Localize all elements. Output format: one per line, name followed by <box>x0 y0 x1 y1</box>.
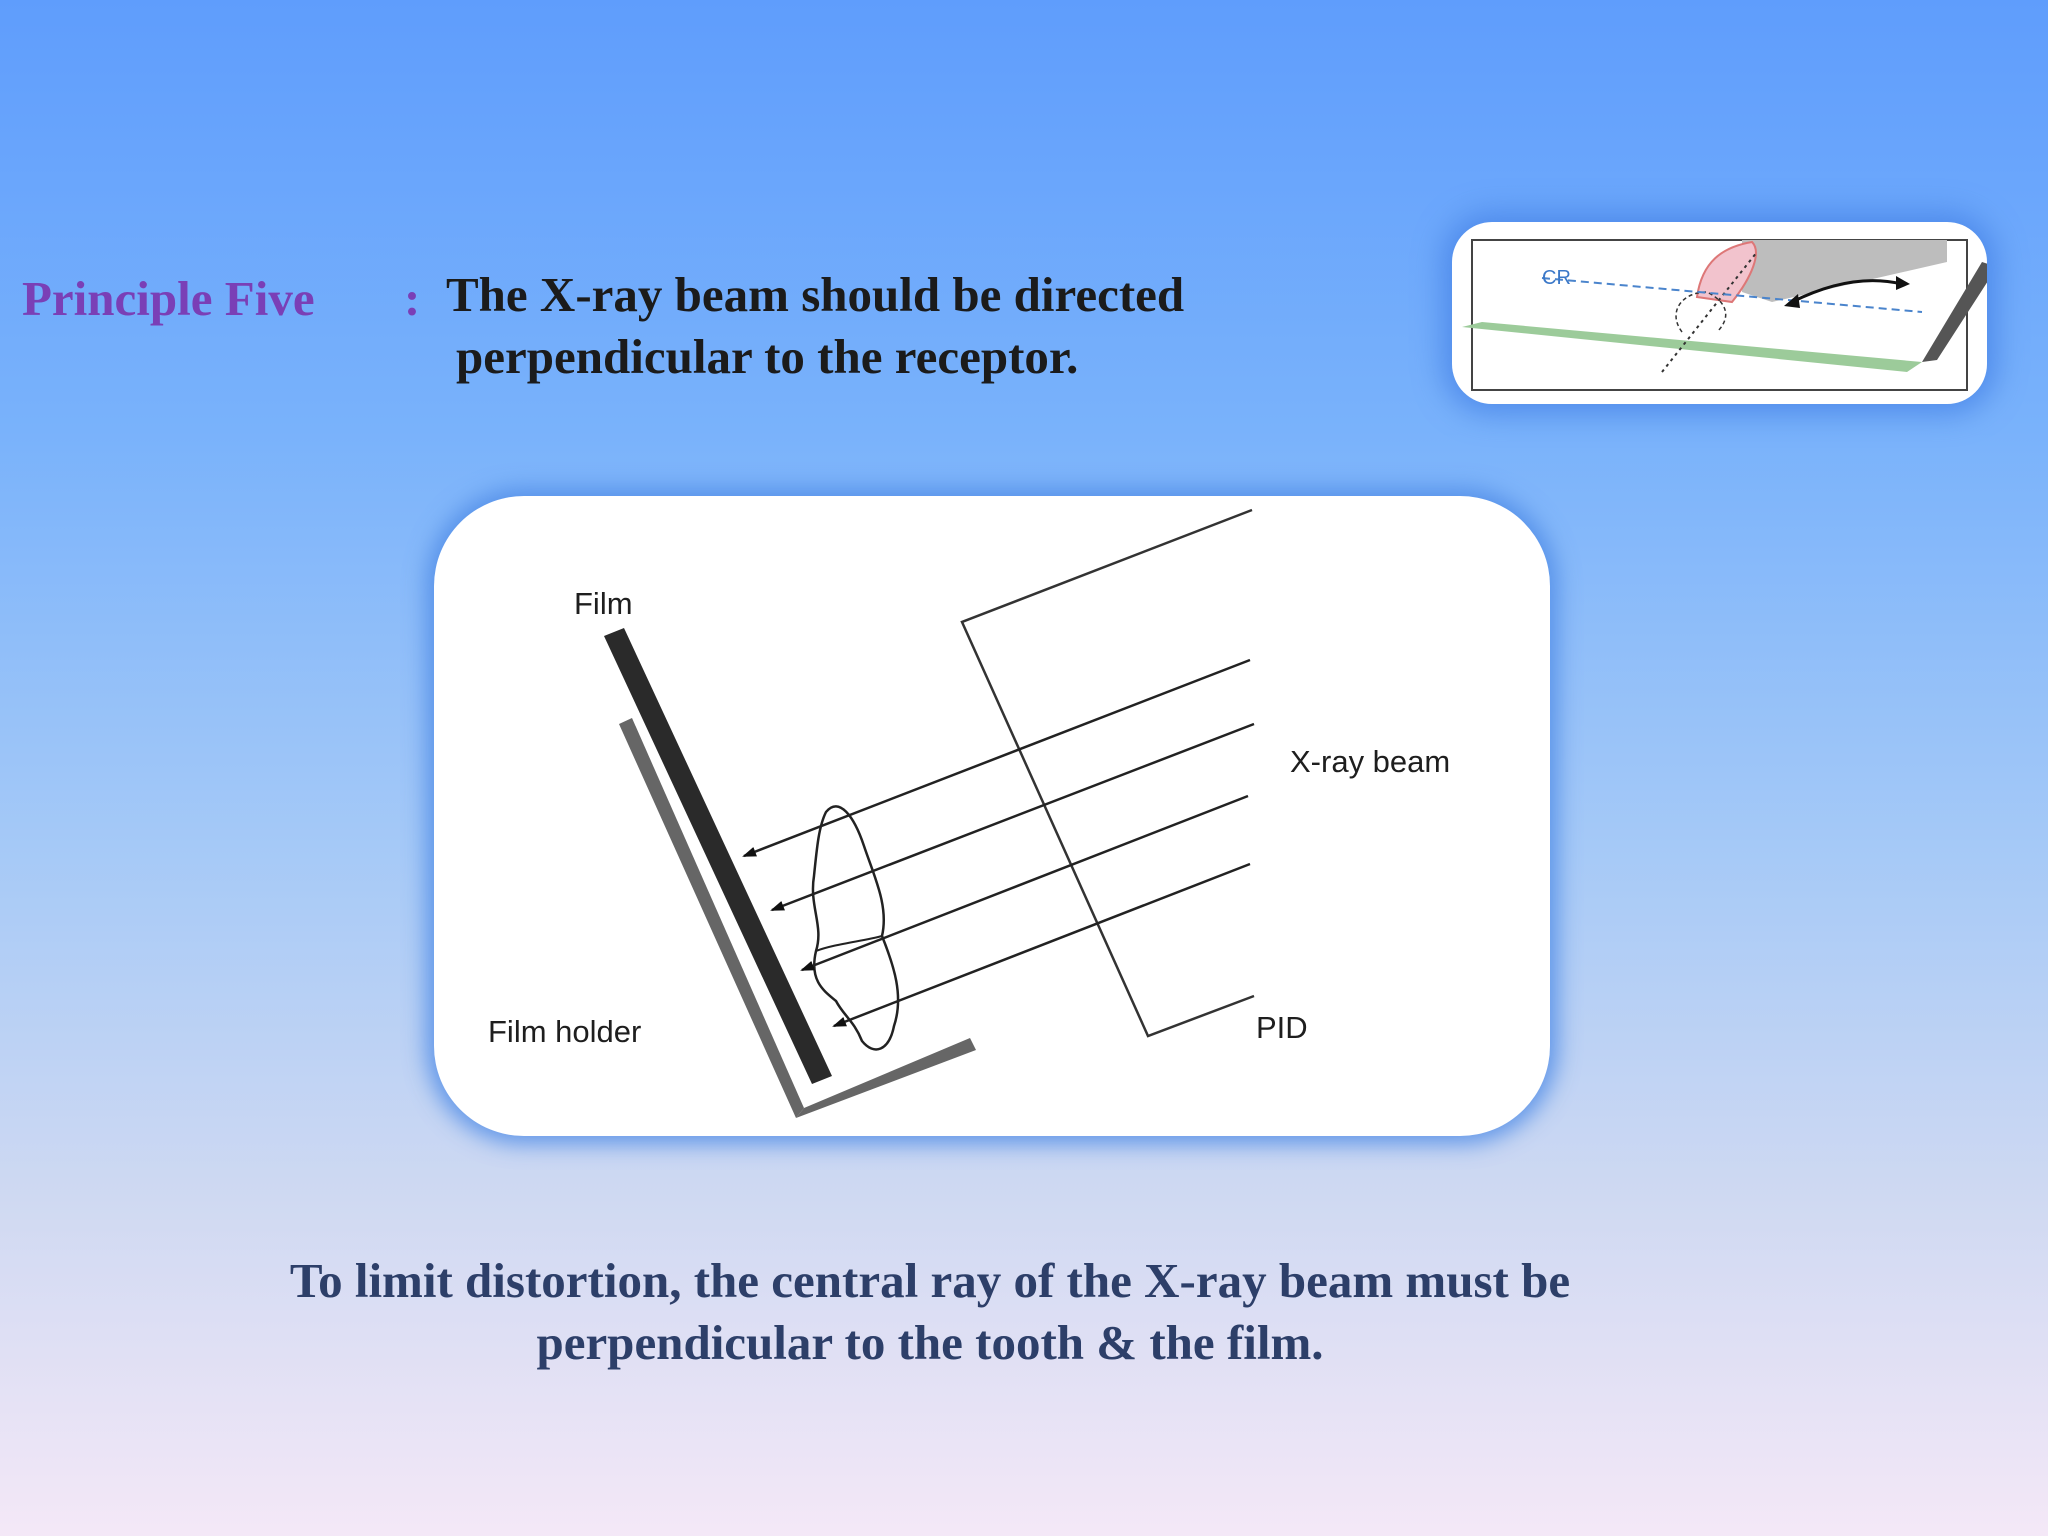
small-diagram-cr-label: CR <box>1542 267 1571 289</box>
xray-beam-label: X-ray beam <box>1290 744 1451 779</box>
caption-line-2: perpendicular to the tooth & the film. <box>536 1315 1324 1370</box>
pid-label: PID <box>1256 1010 1308 1045</box>
xray-beam-arrow-3 <box>802 796 1248 970</box>
film-holder-label: Film holder <box>488 1014 642 1049</box>
xray-beam-arrow-4 <box>834 864 1250 1026</box>
small-diagram-central-ray <box>1452 222 1987 404</box>
principle-line-1: The X-ray beam should be directed <box>446 267 1185 322</box>
principle-heading <box>22 267 1272 410</box>
film-holder-arm <box>619 718 804 1118</box>
film-label: Film <box>574 586 633 621</box>
small-diagram-svg <box>1452 222 1987 404</box>
caption-line-1: To limit distortion, the central ray of the X-ray beam must be <box>289 1253 1571 1308</box>
pid-outline <box>962 510 1254 1036</box>
principle-colon: : <box>404 271 421 326</box>
tooth-outline <box>813 806 898 1049</box>
caption <box>0 1250 1860 1374</box>
main-diagram-svg <box>434 496 1550 1136</box>
principle-statement <box>446 264 1184 388</box>
principle-label: Principle Five <box>22 271 315 326</box>
xray-beam-arrow-1 <box>744 660 1250 856</box>
main-diagram-paralleling <box>434 496 1550 1136</box>
principle-line-2: perpendicular to the receptor. <box>456 329 1079 384</box>
